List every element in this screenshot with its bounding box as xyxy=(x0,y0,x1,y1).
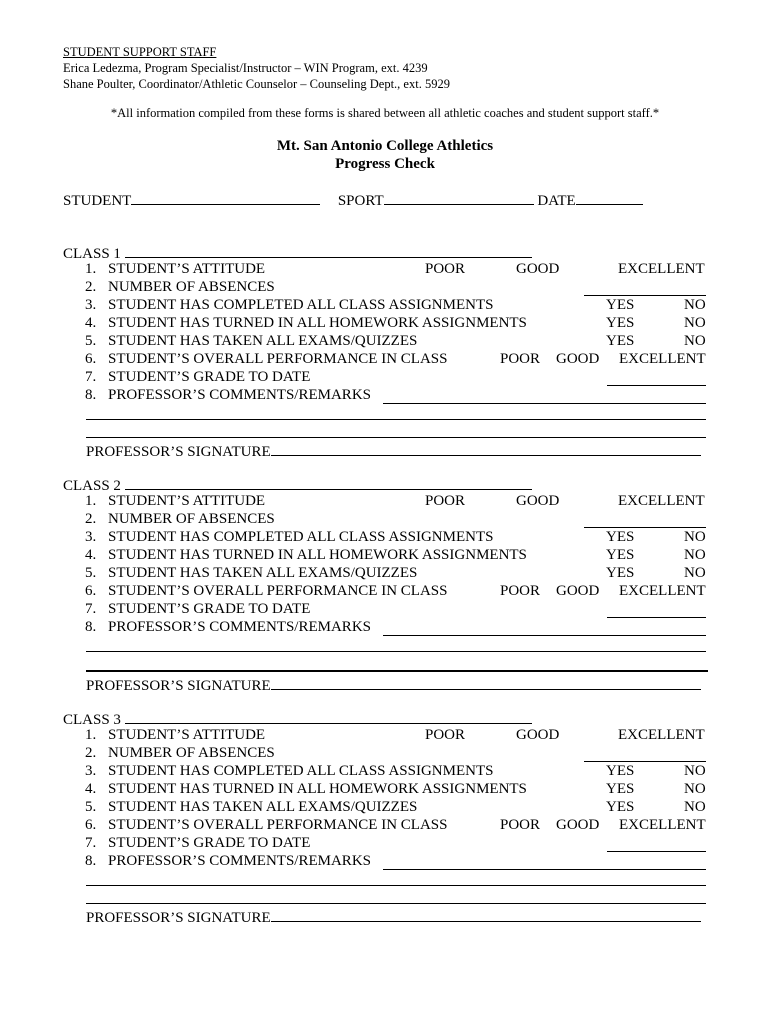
signature-label: PROFESSOR’S SIGNATURE xyxy=(86,910,271,926)
item-number: 6. xyxy=(85,351,97,367)
item-number: 1. xyxy=(85,493,97,509)
homework-no-option[interactable]: NO xyxy=(684,781,706,797)
attitude-good-option[interactable]: GOOD xyxy=(516,727,560,743)
signature-field[interactable] xyxy=(271,674,701,690)
comments-line[interactable] xyxy=(86,437,706,438)
comments-row xyxy=(63,619,707,637)
attitude-excellent-option[interactable]: EXCELLENT xyxy=(618,493,705,509)
class-2-name-field[interactable] xyxy=(125,474,532,490)
homework-row xyxy=(63,547,707,565)
title-college: Mt. San Antonio College Athletics xyxy=(276,138,494,154)
comments-line[interactable] xyxy=(86,903,706,904)
performance-label: STUDENT’S OVERALL PERFORMANCE IN CLASS xyxy=(108,351,448,367)
comments-row xyxy=(63,853,707,871)
item-number: 3. xyxy=(85,297,97,313)
signature-label: PROFESSOR’S SIGNATURE xyxy=(86,678,271,694)
class-1-name-field[interactable] xyxy=(125,242,532,258)
attitude-row xyxy=(63,261,707,279)
item-number: 1. xyxy=(85,261,97,277)
homework-label: STUDENT HAS TURNED IN ALL HOMEWORK ASSIGNMENTS xyxy=(108,315,527,331)
item-number: 3. xyxy=(85,763,97,779)
sport-label: SPORT xyxy=(337,193,384,209)
sharing-notice: *All information compiled from these forms is shared between all athletic coaches and student support staff.* xyxy=(110,106,660,120)
date-label: DATE xyxy=(537,193,576,209)
item-number: 6. xyxy=(85,817,97,833)
performance-poor-option[interactable]: POOR xyxy=(500,817,541,833)
absences-field[interactable] xyxy=(584,527,706,528)
comments-row xyxy=(63,387,707,405)
class-2-label: CLASS 2 xyxy=(63,478,121,494)
performance-row xyxy=(63,351,707,369)
performance-excellent-option[interactable]: EXCELLENT xyxy=(619,351,706,367)
item-number: 5. xyxy=(85,565,97,581)
performance-good-option[interactable]: GOOD xyxy=(556,351,600,367)
exams-no-option[interactable]: NO xyxy=(684,799,706,815)
grade-label: STUDENT’S GRADE TO DATE xyxy=(108,369,311,385)
assignments-yes-option[interactable]: YES xyxy=(606,763,635,779)
performance-poor-option[interactable]: POOR xyxy=(500,351,541,367)
item-number: 5. xyxy=(85,333,97,349)
assignments-row xyxy=(63,297,707,315)
item-number: 7. xyxy=(85,601,97,617)
homework-yes-option[interactable]: YES xyxy=(606,547,635,563)
exams-label: STUDENT HAS TAKEN ALL EXAMS/QUIZZES xyxy=(108,799,418,815)
title-form-name: Progress Check xyxy=(335,156,435,172)
item-number: 7. xyxy=(85,369,97,385)
signature-row xyxy=(86,440,701,461)
comments-line[interactable] xyxy=(86,651,706,652)
student-label: STUDENT xyxy=(63,193,132,209)
signature-row xyxy=(86,906,701,927)
homework-row xyxy=(63,315,707,333)
attitude-excellent-option[interactable]: EXCELLENT xyxy=(618,261,705,277)
staff-line-ledezma: Erica Ledezma, Program Specialist/Instructor – WIN Program, ext. 4239 xyxy=(63,61,428,75)
item-number: 6. xyxy=(85,583,97,599)
assignments-no-option[interactable]: NO xyxy=(684,297,706,313)
exams-yes-option[interactable]: YES xyxy=(606,333,635,349)
homework-row xyxy=(63,781,707,799)
grade-row xyxy=(63,601,707,619)
signature-row xyxy=(86,674,701,695)
absences-label: NUMBER OF ABSENCES xyxy=(108,745,275,761)
item-number: 5. xyxy=(85,799,97,815)
homework-no-option[interactable]: NO xyxy=(684,315,706,331)
date-field[interactable] xyxy=(576,189,643,205)
exams-row xyxy=(63,333,707,351)
grade-label: STUDENT’S GRADE TO DATE xyxy=(108,835,311,851)
performance-label: STUDENT’S OVERALL PERFORMANCE IN CLASS xyxy=(108,583,448,599)
absences-row xyxy=(63,511,707,529)
class-1-label: CLASS 1 xyxy=(63,246,121,262)
performance-poor-option[interactable]: POOR xyxy=(500,583,541,599)
exams-yes-option[interactable]: YES xyxy=(606,565,635,581)
staff-header: STUDENT SUPPORT STAFF xyxy=(63,45,217,59)
item-number: 1. xyxy=(85,727,97,743)
exams-no-option[interactable]: NO xyxy=(684,565,706,581)
comments-field[interactable] xyxy=(383,869,706,870)
assignments-yes-option[interactable]: YES xyxy=(606,297,635,313)
item-number: 2. xyxy=(85,745,97,761)
assignments-yes-option[interactable]: YES xyxy=(606,529,635,545)
homework-yes-option[interactable]: YES xyxy=(606,781,635,797)
comments-field[interactable] xyxy=(383,403,706,404)
grade-row xyxy=(63,369,707,387)
homework-label: STUDENT HAS TURNED IN ALL HOMEWORK ASSIGNMENTS xyxy=(108,781,527,797)
comments-line[interactable] xyxy=(86,670,708,672)
signature-field[interactable] xyxy=(271,440,701,456)
attitude-good-option[interactable]: GOOD xyxy=(516,493,560,509)
performance-row xyxy=(63,583,707,601)
grade-field[interactable] xyxy=(607,851,706,852)
grade-row xyxy=(63,835,707,853)
attitude-excellent-option[interactable]: EXCELLENT xyxy=(618,727,705,743)
comments-line[interactable] xyxy=(86,419,706,420)
item-number: 4. xyxy=(85,781,97,797)
attitude-poor-option[interactable]: POOR xyxy=(425,727,466,743)
exams-row xyxy=(63,799,707,817)
exams-yes-option[interactable]: YES xyxy=(606,799,635,815)
class-1-heading xyxy=(63,242,532,263)
exams-label: STUDENT HAS TAKEN ALL EXAMS/QUIZZES xyxy=(108,565,418,581)
absences-row xyxy=(63,745,707,763)
attitude-row xyxy=(63,727,707,745)
grade-field[interactable] xyxy=(607,617,706,618)
comments-field[interactable] xyxy=(383,635,706,636)
staff-line-poulter: Shane Poulter, Coordinator/Athletic Counselor – Counseling Dept., ext. 5929 xyxy=(63,77,450,91)
performance-excellent-option[interactable]: EXCELLENT xyxy=(619,583,706,599)
comments-line[interactable] xyxy=(86,885,706,886)
absences-label: NUMBER OF ABSENCES xyxy=(108,511,275,527)
item-number: 8. xyxy=(85,387,97,403)
homework-no-option[interactable]: NO xyxy=(684,547,706,563)
comments-label: PROFESSOR’S COMMENTS/REMARKS xyxy=(108,387,371,403)
exams-label: STUDENT HAS TAKEN ALL EXAMS/QUIZZES xyxy=(108,333,418,349)
attitude-label: STUDENT’S ATTITUDE xyxy=(108,493,266,509)
absences-label: NUMBER OF ABSENCES xyxy=(108,279,275,295)
item-number: 2. xyxy=(85,279,97,295)
student-info-row xyxy=(63,189,643,210)
signature-field[interactable] xyxy=(271,906,701,922)
signature-label: PROFESSOR’S SIGNATURE xyxy=(86,444,271,460)
class-2-heading xyxy=(63,474,532,495)
attitude-row xyxy=(63,493,707,511)
grade-label: STUDENT’S GRADE TO DATE xyxy=(108,601,311,617)
absences-field[interactable] xyxy=(584,761,706,762)
performance-excellent-option[interactable]: EXCELLENT xyxy=(619,817,706,833)
exams-no-option[interactable]: NO xyxy=(684,333,706,349)
staff-contact-block xyxy=(63,44,450,92)
item-number: 4. xyxy=(85,547,97,563)
assignments-no-option[interactable]: NO xyxy=(684,529,706,545)
item-number: 3. xyxy=(85,529,97,545)
assignments-label: STUDENT HAS COMPLETED ALL CLASS ASSIGNMENTS xyxy=(108,297,494,313)
absences-field[interactable] xyxy=(584,295,706,296)
assignments-no-option[interactable]: NO xyxy=(684,763,706,779)
item-number: 4. xyxy=(85,315,97,331)
assignments-label: STUDENT HAS COMPLETED ALL CLASS ASSIGNMENTS xyxy=(108,763,494,779)
homework-label: STUDENT HAS TURNED IN ALL HOMEWORK ASSIGNMENTS xyxy=(108,547,527,563)
item-number: 7. xyxy=(85,835,97,851)
sport-field[interactable] xyxy=(384,189,534,205)
performance-good-option[interactable]: GOOD xyxy=(556,817,600,833)
attitude-poor-option[interactable]: POOR xyxy=(425,261,466,277)
attitude-good-option[interactable]: GOOD xyxy=(516,261,560,277)
class-3-name-field[interactable] xyxy=(125,708,532,724)
assignments-row xyxy=(63,763,707,781)
student-field[interactable] xyxy=(131,189,320,205)
homework-yes-option[interactable]: YES xyxy=(606,315,635,331)
performance-label: STUDENT’S OVERALL PERFORMANCE IN CLASS xyxy=(108,817,448,833)
comments-label: PROFESSOR’S COMMENTS/REMARKS xyxy=(108,853,371,869)
performance-good-option[interactable]: GOOD xyxy=(556,583,600,599)
assignments-label: STUDENT HAS COMPLETED ALL CLASS ASSIGNMENTS xyxy=(108,529,494,545)
exams-row xyxy=(63,565,707,583)
grade-field[interactable] xyxy=(607,385,706,386)
form-title xyxy=(0,137,770,173)
performance-row xyxy=(63,817,707,835)
absences-row xyxy=(63,279,707,297)
comments-label: PROFESSOR’S COMMENTS/REMARKS xyxy=(108,619,371,635)
attitude-label: STUDENT’S ATTITUDE xyxy=(108,261,266,277)
class-3-label: CLASS 3 xyxy=(63,712,121,728)
attitude-poor-option[interactable]: POOR xyxy=(425,493,466,509)
assignments-row xyxy=(63,529,707,547)
item-number: 8. xyxy=(85,853,97,869)
class-3-heading xyxy=(63,708,532,729)
attitude-label: STUDENT’S ATTITUDE xyxy=(108,727,266,743)
item-number: 8. xyxy=(85,619,97,635)
item-number: 2. xyxy=(85,511,97,527)
